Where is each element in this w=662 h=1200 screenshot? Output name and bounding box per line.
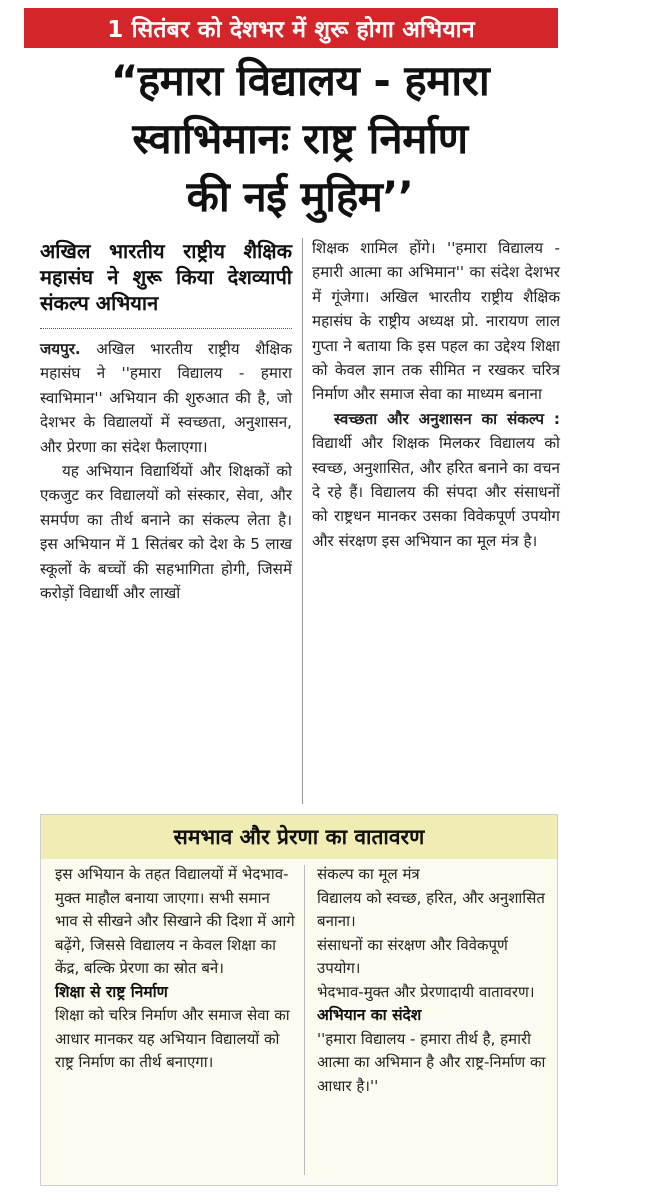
box-right-column xyxy=(317,863,547,1098)
left-column xyxy=(40,238,292,605)
right-column xyxy=(312,236,560,553)
paragraph-4-text: विद्यार्थी और शिक्षक मिलकर विद्यालय को स्वच्छ, अनुशासित, और हरित बनाने का वचन दे रहे हैं। विद्यालय की संपदा और संसाधनों को राष्ट्रधन मानकर उसका विवेकपूर्ण उपयोग और संरक्षण इस अभियान का मूल मंत्र है। xyxy=(312,434,560,550)
box-column-divider xyxy=(304,865,305,1175)
headline-line-3: की नई मुहिम’’ xyxy=(186,172,414,221)
box-subheading: अभियान का संदेश xyxy=(317,1006,422,1024)
sub-headline: अखिल भारतीय राष्ट्रीय शैक्षिक महासंघ ने शुरू किया देशव्यापी संकल्प अभियान xyxy=(40,239,292,315)
box-paragraph-2: शिक्षा को चरित्र निर्माण और समाज सेवा का आधार मानकर यह अभियान विद्यालयों को राष्ट्र निर्माण का तीर्थ बनाएगा। xyxy=(55,1006,290,1071)
article-paragraph-1 xyxy=(40,337,292,459)
dotted-divider xyxy=(40,328,292,329)
box-line: संसाधनों का संरक्षण और विवेकपूर्ण उपयोग। xyxy=(317,935,508,977)
highlight-box xyxy=(40,814,558,1186)
paragraph-1-text: अखिल भारतीय राष्ट्रीय शैक्षिक महासंघ ने ''हमारा विद्यालय - हमारा स्वाभिमान'' अभियान की शुरुआत की है, जो देशभर के विद्यालयों में स्वच्छता, अनुशासन, और प्रेरणा का संदेश फैलाएगा। xyxy=(40,340,292,456)
headline-line-1: “हमारा विद्यालय - हमारा xyxy=(110,56,490,105)
kicker-banner: 1 सितंबर को देशभर में शुरू होगा अभियान xyxy=(24,8,558,48)
headline-line-2: स्वाभिमानः राष्ट्र निर्माण xyxy=(132,114,468,163)
box-line: संकल्प का मूल मंत्र xyxy=(317,865,420,883)
box-line: भेदभाव-मुक्त और प्रेरणादायी वातावरण। xyxy=(317,982,535,1001)
box-title: समभाव और प्रेरणा का वातावरण xyxy=(41,815,557,859)
box-subheading: शिक्षा से राष्ट्र निर्माण xyxy=(55,982,168,1001)
column-divider xyxy=(302,238,303,804)
article-paragraph-3: शिक्षक शामिल होंगे। ''हमारा विद्यालय - हमारी आत्मा का अभिमान'' का संदेश देशभर में गूंजेगा। अखिल भारतीय राष्ट्रीय शैक्षिक महासंघ के राष्ट्रीय अध्यक्ष प्रो. नारायण लाल गुप्ता ने बताया कि इस पहल का उद्देश्य शिक्षा को केवल ज्ञान तक सीमित न रखकर चरित्र निर्माण और समाज सेवा का माध्यम बनाना xyxy=(312,239,560,404)
section-lead: स्वच्छता और अनुशासन का संकल्प : xyxy=(334,409,560,428)
article-paragraph-4 xyxy=(312,407,560,553)
dateline: जयपुर. xyxy=(40,340,81,358)
article-paragraph-2: यह अभियान विद्यार्थियों और शिक्षकों को एकजुट कर विद्यालयों को संस्कार, सेवा, और समर्पण का तीर्थ बनाने का संकल्प लेता है। इस अभियान में 1 सितंबर को देश के 5 लाख स्कूलों के बच्चों की सहभागिता होगी, जिसमें करोड़ों विद्यार्थी और लाखों xyxy=(40,462,292,603)
box-left-column xyxy=(55,863,295,1075)
headline xyxy=(40,52,560,226)
box-line: विद्यालय को स्वच्छ, हरित, और अनुशासित बनाना। xyxy=(317,888,545,930)
box-quote: ''हमारा विद्यालय - हमारा तीर्थ है, हमारी आत्मा का अभिमान है और राष्ट्र-निर्माण का आधार है।'' xyxy=(317,1029,546,1095)
box-paragraph: इस अभियान के तहत विद्यालयों में भेदभाव-मुक्त माहौल बनाया जाएगा। सभी समान भाव से सीखने और सिखाने की दिशा में आगे बढ़ेंगे, जिससे विद्यालय न केवल शिक्षा का केंद्र, बल्कि प्रेरणा का स्रोत बने। xyxy=(55,865,295,977)
